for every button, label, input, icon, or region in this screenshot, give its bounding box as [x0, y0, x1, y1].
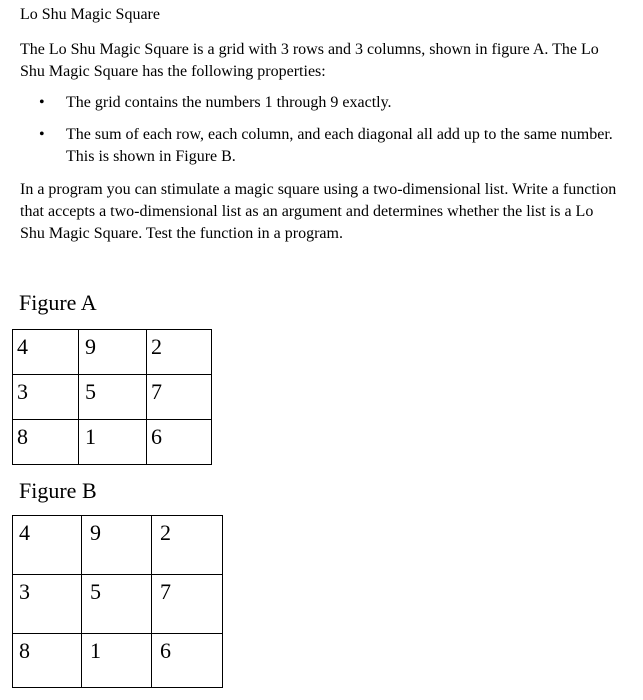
task-paragraph: In a program you can stimulate a magic square using a two-dimensional list. Write a function that accepts a two-dimensional list as an argument and determines whether the list is a Lo Shu Magic Square. Test the function in a program. — [20, 181, 617, 242]
figure-a-grid — [12, 329, 212, 465]
list-item-text: The sum of each row, each column, and each diagonal all add up to the same number. This is shown in Figure B. — [66, 126, 613, 165]
list-item-text: The grid contains the numbers 1 through 9 exactly. — [66, 94, 392, 111]
grid-cell: 7 — [147, 375, 212, 420]
bullet-icon: • — [39, 126, 45, 143]
grid-cell: 3 — [13, 375, 79, 420]
grid-cell: 5 — [79, 375, 147, 420]
bullet-icon: • — [39, 94, 45, 111]
figure-b-grid — [12, 515, 223, 688]
grid-cell: 1 — [79, 420, 147, 465]
grid-cell: 7 — [152, 575, 223, 634]
figure-a-label: Figure A — [19, 290, 97, 315]
figure-b-label: Figure B — [19, 478, 97, 503]
grid-cell: 8 — [13, 420, 79, 465]
grid-cell: 1 — [82, 634, 152, 688]
grid-cell: 9 — [82, 516, 152, 575]
grid-cell: 2 — [147, 330, 212, 375]
grid-cell: 4 — [13, 330, 79, 375]
grid-cell: 5 — [82, 575, 152, 634]
grid-cell: 2 — [152, 516, 223, 575]
table-row — [13, 516, 223, 575]
table-row — [13, 634, 223, 688]
table-row — [13, 330, 212, 375]
document-title: Lo Shu Magic Square — [20, 6, 160, 23]
table-row — [13, 375, 212, 420]
grid-cell: 8 — [13, 634, 82, 688]
table-row — [13, 420, 212, 465]
grid-cell: 4 — [13, 516, 82, 575]
grid-cell: 3 — [13, 575, 82, 634]
properties-list — [20, 92, 630, 178]
intro-paragraph: The Lo Shu Magic Square is a grid with 3 rows and 3 columns, shown in figure A. The Lo Shu Magic Square has the following properties: — [20, 41, 599, 80]
list-item — [20, 124, 630, 168]
list-item — [20, 92, 630, 114]
grid-cell: 6 — [147, 420, 212, 465]
table-row — [13, 575, 223, 634]
grid-cell: 6 — [152, 634, 223, 688]
grid-cell: 9 — [79, 330, 147, 375]
